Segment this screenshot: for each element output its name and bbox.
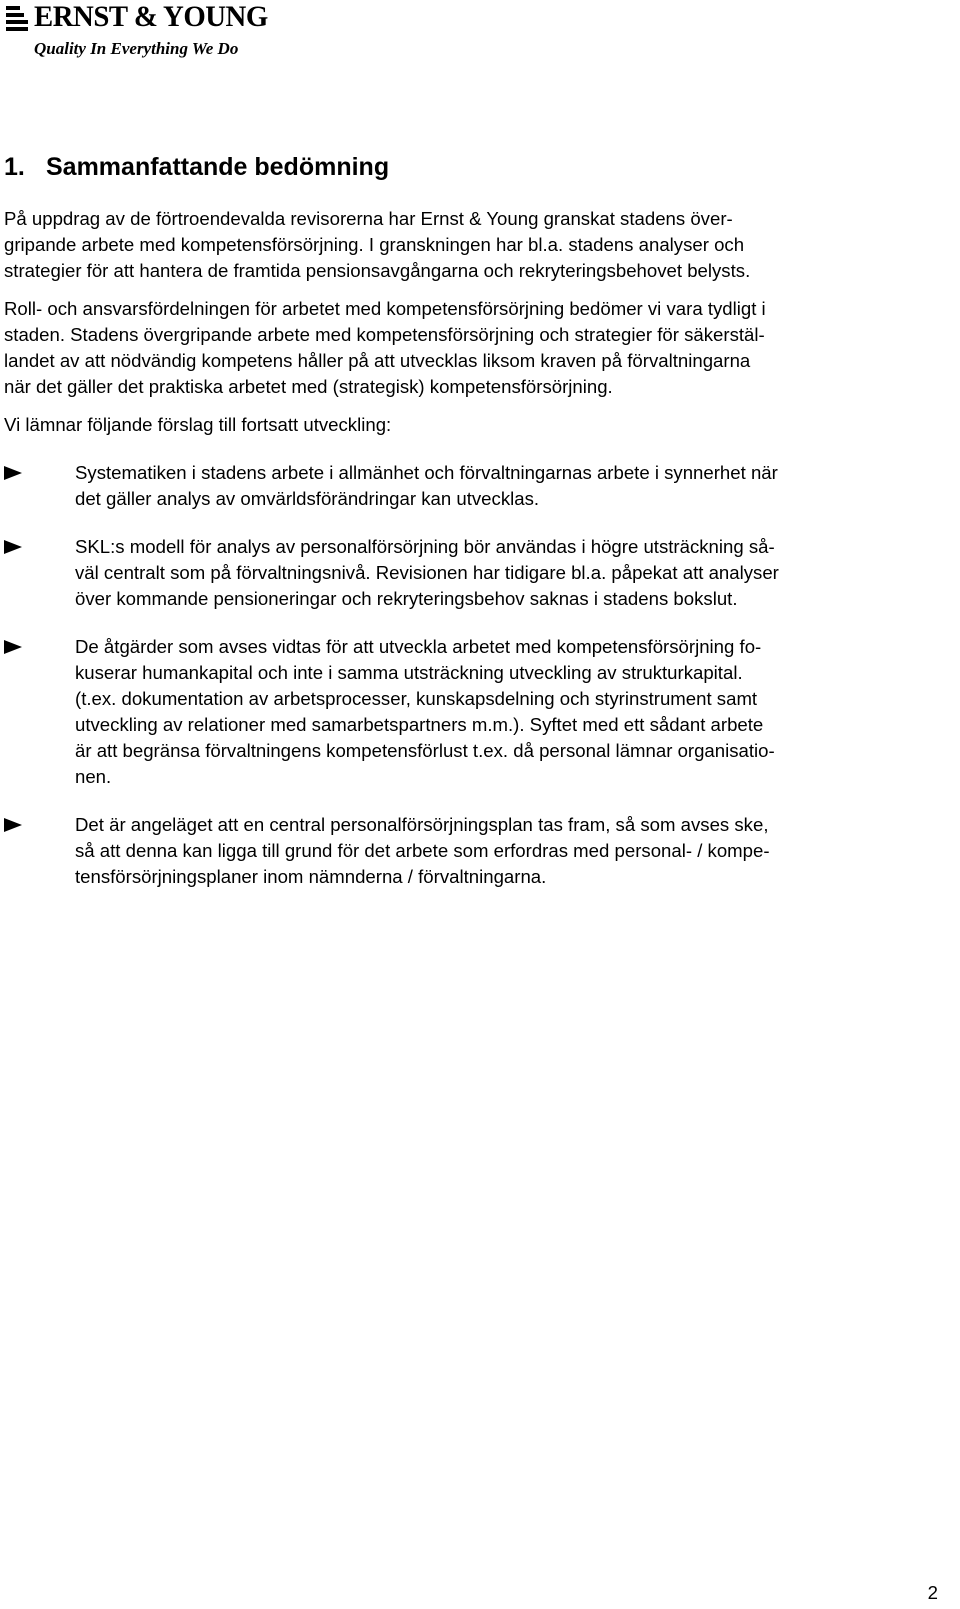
bullet-line: nen. [75, 766, 112, 787]
triangle-bullet-icon [4, 466, 22, 480]
company-logo [6, 0, 306, 64]
triangle-bullet-icon [4, 818, 22, 832]
bullet-line: De åtgärder som avses vidtas för att utveckla arbetet med kompetensförsörjning fo- [75, 636, 762, 657]
bullet-item [4, 534, 938, 612]
paragraph-line: Roll- och ansvarsfördelningen för arbetet med kompetensförsörjning bedömer vi vara tydligt i [4, 298, 766, 319]
bullet-line: är att begränsa förvaltningens kompetensförlust t.ex. då personal lämnar organisatio- [75, 740, 775, 761]
bullet-line: väl centralt som på förvaltningsnivå. Revisionen har tidigare bl.a. påpekat att analyser [75, 562, 779, 583]
paragraph-line: Vi lämnar följande förslag till fortsatt utveckling: [4, 414, 392, 435]
bullet-line: det gäller analys av omvärldsförändringar kan utvecklas. [75, 488, 540, 509]
bullet-item [4, 812, 938, 890]
bullet-line: tensförsörjningsplaner inom nämnderna / förvaltningarna. [75, 866, 547, 887]
bullet-line: utveckling av relationer med samarbetspartners m.m.). Syftet med ett sådant arbete [75, 714, 764, 735]
triangle-bullet-icon [4, 540, 22, 554]
logo-name: ERNST & YOUNG [34, 0, 268, 33]
bullet-item [4, 460, 938, 512]
paragraph-line: när det gäller det praktiska arbetet med (strategisk) kompetensförsörjning. [4, 376, 613, 397]
bullet-line: SKL:s modell för analys av personalförsörjning bör användas i högre utsträckning så- [75, 536, 775, 557]
paragraph-line: landet av att nödvändig kompetens håller på att utvecklas liksom kraven på förvaltningarna [4, 350, 751, 371]
section-number: 1. [4, 153, 25, 181]
bullet-line: (t.ex. dokumentation av arbetsprocesser, kunskapsdelning och styrinstrument samt [75, 688, 758, 709]
paragraph-line: strategier för att hantera de framtida pensionsavgångarna och rekryteringsbehovet belysts. [4, 260, 751, 281]
paragraph [4, 206, 938, 284]
paragraph-line: staden. Stadens övergripande arbete med kompetensförsörjning och strategier för säkerstäl- [4, 324, 765, 345]
section-heading [4, 152, 389, 182]
section-title: Sammanfattande bedömning [46, 153, 390, 181]
bullet-line: Systematiken i stadens arbete i allmänhet och förvaltningarnas arbete i synnerhet när [75, 462, 778, 483]
bullet-line: kuserar humankapital och inte i samma utsträckning utveckling av strukturkapital. [75, 662, 743, 683]
paragraph-line: gripande arbete med kompetensförsörjning. I granskningen har bl.a. stadens analyser och [4, 234, 745, 255]
bullet-item [4, 634, 938, 790]
logo-tagline: Quality In Everything We Do [34, 39, 239, 58]
document-body [4, 206, 938, 890]
bullet-line: över kommande pensioneringar och rekryteringsbehov saknas i stadens bokslut. [75, 588, 738, 609]
bullet-line: så att denna kan ligga till grund för det arbete som erfordras med personal- / kompe- [75, 840, 770, 861]
bullet-line: Det är angeläget att en central personalförsörjningsplan tas fram, så som avses ske, [75, 814, 769, 835]
page-number: 2 [927, 1582, 938, 1603]
paragraph [4, 296, 938, 400]
paragraph-line: På uppdrag av de förtroendevalda revisorerna har Ernst & Young granskat stadens över- [4, 208, 733, 229]
logo-mark-icon [6, 6, 28, 32]
triangle-bullet-icon [4, 640, 22, 654]
paragraph [4, 412, 938, 438]
